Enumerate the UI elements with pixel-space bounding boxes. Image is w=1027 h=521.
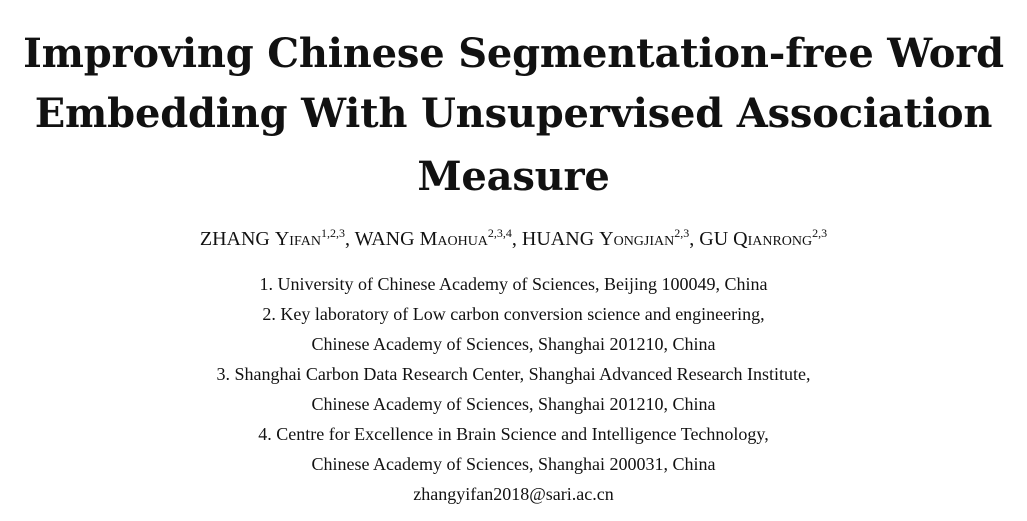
- author-affiliation-marks: 1,2,3: [320, 226, 345, 240]
- author-4: [699, 228, 827, 250]
- author-given-name: Maohua: [419, 228, 488, 250]
- author-2: [355, 228, 512, 250]
- author-separator: ,: [511, 228, 522, 250]
- paper-title-line-2: Embedding With Unsupervised Association: [34, 90, 993, 137]
- affiliation-line: Chinese Academy of Sciences, Shanghai 200031, China: [311, 454, 716, 474]
- affiliation-line: Chinese Academy of Sciences, Shanghai 201210, China: [311, 394, 716, 414]
- author-1: [200, 228, 345, 250]
- author-affiliation-marks: 2,3: [674, 226, 690, 240]
- author-separator: ,: [344, 228, 355, 250]
- author-list: [0, 226, 1027, 252]
- affiliation-list: [0, 269, 1027, 509]
- affiliation-line: 4. Centre for Excellence in Brain Science and Intelligence Technology,: [258, 424, 769, 444]
- author-surname: ZHANG: [199, 228, 270, 250]
- paper-title-line-3: Measure: [417, 153, 610, 200]
- contact-email[interactable]: zhangyifan2018@sari.ac.cn: [413, 484, 614, 504]
- author-given-name: Yongjian: [599, 228, 675, 250]
- affiliation-line: 2. Key laboratory of Low carbon conversion science and engineering,: [262, 304, 765, 324]
- author-separator: ,: [689, 228, 700, 250]
- author-surname: HUANG: [521, 228, 595, 250]
- author-3: [522, 228, 689, 250]
- affiliation-line: Chinese Academy of Sciences, Shanghai 201210, China: [311, 334, 716, 354]
- author-given-name: Yifan: [274, 228, 321, 250]
- affiliation-line: 3. Shanghai Carbon Data Research Center, Shanghai Advanced Research Institute,: [216, 364, 811, 384]
- author-affiliation-marks: 2,3,4: [487, 226, 512, 240]
- author-surname: WANG: [354, 228, 415, 250]
- affiliation-line: 1. University of Chinese Academy of Sciences, Beijing 100049, China: [259, 274, 768, 294]
- author-given-name: Qianrong: [733, 228, 813, 250]
- paper-title-line-1: Improving Chinese Segmentation-free Word: [23, 30, 1004, 77]
- author-surname: GU: [699, 228, 729, 250]
- author-affiliation-marks: 2,3: [812, 226, 828, 240]
